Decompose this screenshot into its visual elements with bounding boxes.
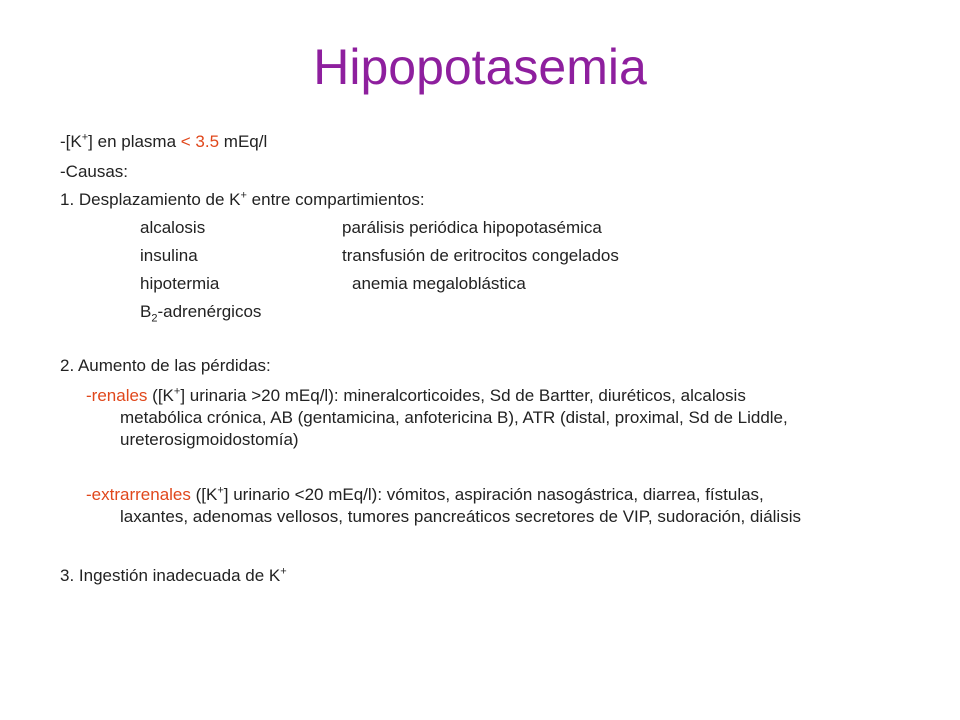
cause-2-heading: 2. Aumento de las pérdidas: [60, 356, 271, 375]
text: -adrenérgicos [157, 302, 262, 321]
text: ([K [190, 485, 218, 504]
subscript: 2 [151, 312, 158, 325]
renal-line-3: ureterosigmoidostomía) [120, 430, 299, 449]
cause-item: insulina [140, 246, 198, 265]
unit: mEq/l [219, 132, 268, 151]
extrarenal-label: extrarrenales [91, 485, 191, 504]
dash: - [86, 485, 92, 504]
renal-line-1 [86, 385, 746, 407]
cause-item: transfusión de eritrocitos congelados [342, 246, 619, 265]
extrarenal-line-1 [86, 484, 764, 506]
dash: - [86, 386, 92, 405]
causes-heading: -Causas: [60, 162, 129, 181]
text: ] en plasma [88, 132, 181, 151]
cause-1-heading [60, 189, 425, 211]
superscript: + [217, 484, 224, 497]
text: 1. Desplazamiento de K [60, 190, 241, 209]
renal-line-2: metabólica crónica, AB (gentamicina, anfotericina B), ATR (distal, proximal, Sd de Liddle, [120, 408, 788, 427]
superscript: + [81, 131, 89, 144]
cause-item: anemia megaloblástica [352, 274, 526, 293]
text: 3. Ingestión inadecuada de K [60, 566, 281, 585]
slide-title: Hipopotasemia [313, 39, 647, 95]
cause-item: alcalosis [140, 218, 206, 237]
cause-item [140, 301, 261, 323]
text: -[K [60, 132, 82, 151]
text: ] urinario <20 mEq/l): vómitos, aspiración nasogástrica, diarrea, fístulas, [223, 485, 764, 504]
text: entre compartimientos: [246, 190, 425, 209]
threshold-value: < 3.5 [180, 132, 220, 151]
superscript: + [280, 565, 287, 578]
potassium-level-line [60, 131, 267, 153]
cause-item: parálisis periódica hipopotasémica [342, 218, 602, 237]
superscript: + [240, 189, 247, 202]
cause-3-heading [60, 565, 287, 587]
text: B [140, 302, 152, 321]
renal-label: renales [91, 386, 148, 405]
text: ] urinaria >20 mEq/l): mineralcorticoides, Sd de Bartter, diuréticos, alcalosis [180, 386, 746, 405]
text: ([K [147, 386, 174, 405]
cause-item: hipotermia [140, 274, 220, 293]
superscript: + [173, 385, 181, 398]
extrarenal-line-2: laxantes, adenomas vellosos, tumores pancreáticos secretores de VIP, sudoración, diálisis [120, 507, 801, 526]
